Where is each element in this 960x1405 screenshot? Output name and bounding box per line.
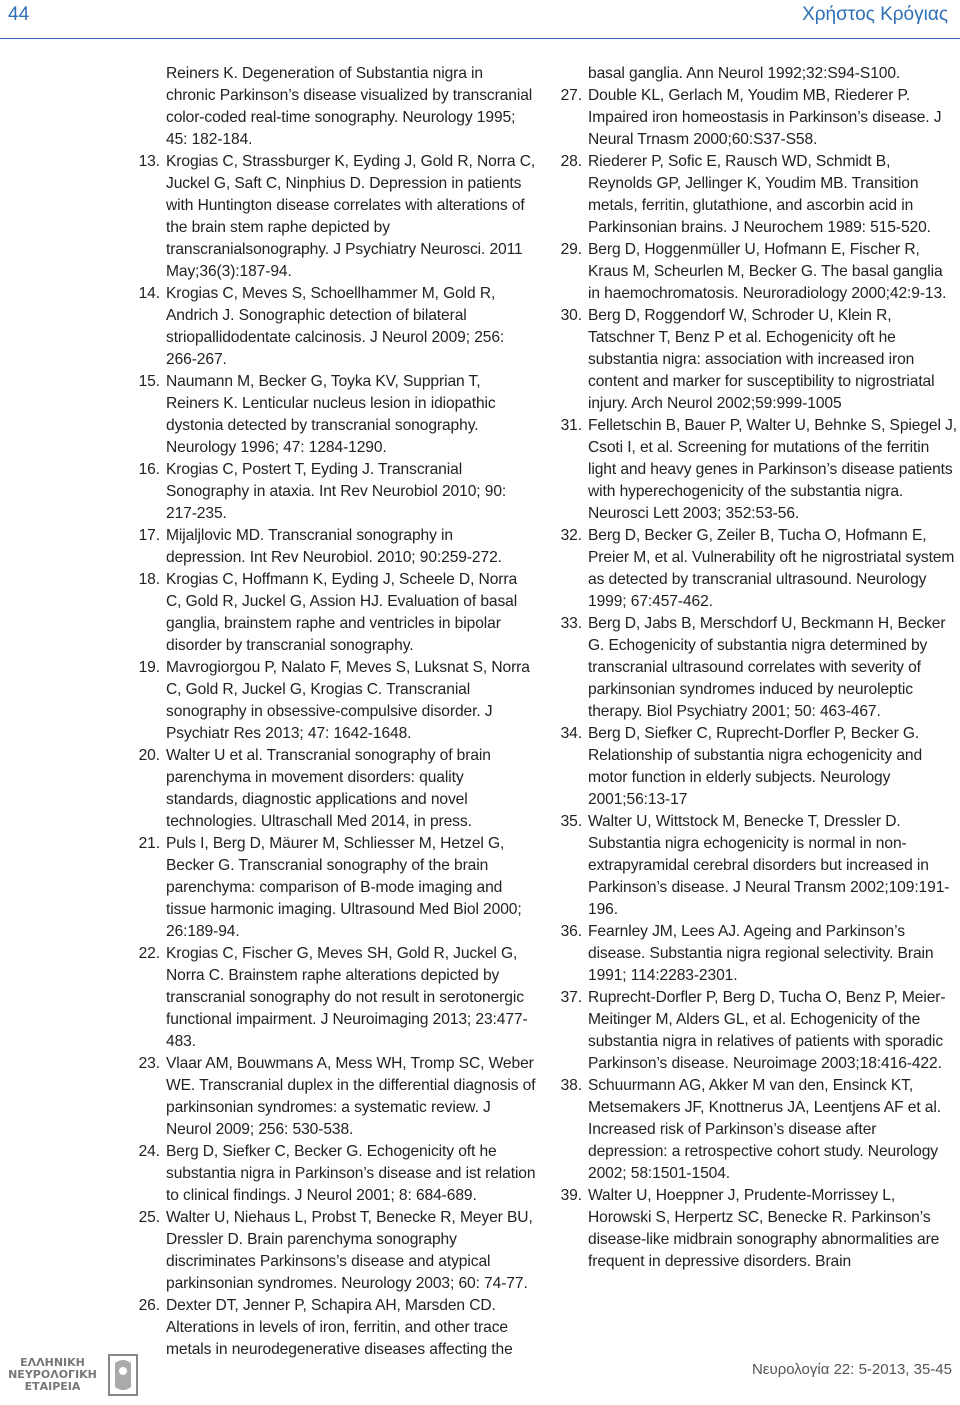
reference-text: Krogias C, Strassburger K, Eyding J, Gold R, Norra C, Juckel G, Saft C, Ninphius D. Depression in patients with Huntington disease correlates with alterations of the brain stem raphe depicted by transcranialsonography. J Psychiatry Neurosci. 2011 May;36(3):187-94. (166, 153, 536, 280)
reference-number: 15. (138, 373, 160, 390)
reference-entry (166, 63, 536, 151)
reference-text: Berg D, Hoggenmüller U, Hofmann E, Fischer R, Kraus M, Scheurlen M, Becker G. The basal ganglia in haemochromatosis. Neuroradiology 2000;42:9-13. (588, 241, 947, 302)
reference-text: Berg D, Siefker C, Becker G. Echogenicity oft he substantia nigra in Parkinson’s disease and ist relation to clinical findings. J Neurol 2001; 8: 684-689. (166, 1143, 536, 1204)
reference-entry (138, 943, 536, 1053)
society-logo-text (0, 1357, 105, 1393)
reference-text: Double KL, Gerlach M, Youdim MB, Riederer P. Impaired iron homeostasis in Parkinson’s disease. J Neural Trnasm 2000;60:S37-S58. (588, 87, 942, 148)
reference-entry (560, 85, 958, 151)
reference-text: Berg D, Jabs B, Merschdorf U, Beckmann H, Becker G. Echogenicity of substantia nigra determined by transcranial ultrasound correlates with severity of parkinsonian syndromes induced by neuroleptic therapy. Biol Psychiatry 2001; 50: 463-467. (588, 615, 946, 720)
reference-entry (138, 371, 536, 459)
reference-number: 28. (560, 153, 582, 170)
reference-number (552, 63, 588, 85)
reference-text: Berg D, Siefker C, Ruprecht-Dorfler P, Becker G. Relationship of substantia nigra echogenicity and motor function in elderly subjects. Neurology 2001;56:13-17 (588, 725, 923, 808)
reference-number: 19. (138, 659, 160, 676)
reference-entry (560, 987, 958, 1075)
reference-text: Krogias C, Hoffmann K, Eyding J, Scheele D, Norra C, Gold R, Juckel G, Assion HJ. Evaluation of basal ganglia, brainstem raphe and ventricles in bipolar disorder by transcranial sonography. (166, 571, 518, 654)
reference-entry (560, 811, 958, 921)
reference-number: 14. (138, 285, 160, 302)
logo-line-2: ΝΕΥΡΟΛΟΓΙΚΗ (8, 1368, 97, 1381)
reference-entry (560, 1185, 958, 1273)
logo-line-3: ΕΤΑΙΡΕΙΑ (24, 1380, 81, 1393)
reference-text: Puls I, Berg D, Mäurer M, Schliesser M, Hetzel G, Becker G. Transcranial sonography of the brain parenchyma: comparison of B-mode imaging and tissue harmonic imaging. Ultrasound Med Biol 2000; 26:189-94. (166, 835, 522, 940)
reference-entry (138, 459, 536, 525)
reference-entry (560, 921, 958, 987)
reference-entry (138, 745, 536, 833)
reference-entry (138, 151, 536, 283)
reference-number: 36. (560, 923, 582, 940)
reference-number: 17. (138, 527, 160, 544)
reference-number: 18. (138, 571, 160, 588)
reference-number: 29. (560, 241, 582, 258)
reference-entry (138, 569, 536, 657)
reference-number: 32. (560, 527, 582, 544)
reference-number: 38. (560, 1077, 582, 1094)
reference-number: 27. (560, 87, 582, 104)
reference-text: Naumann M, Becker G, Toyka KV, Supprian T, Reiners K. Lenticular nucleus lesion in idiopathic dystonia detected by transcranial sonography. Neurology 1996; 47: 1284-1290. (166, 373, 496, 456)
reference-number: 25. (138, 1209, 160, 1226)
references-left-column (138, 63, 536, 1361)
reference-entry (588, 63, 958, 85)
reference-number: 23. (138, 1055, 160, 1072)
running-head-author: Χρήστος Κρόγιας (802, 4, 948, 25)
reference-number: 39. (560, 1187, 582, 1204)
reference-entry (138, 1053, 536, 1141)
reference-text: Schuurmann AG, Akker M van den, Ensinck KT, Metsemakers JF, Knottnerus JA, Leentjens AF et al. Increased risk of Parkinson’s disease after depression: a retrospective cohort study. Neurology 2002; 58:1501-1504. (588, 1077, 941, 1182)
reference-entry (560, 525, 958, 613)
reference-number: 31. (560, 417, 582, 434)
reference-text: Dexter DT, Jenner P, Schapira AH, Marsden CD. Alterations in levels of iron, ferritin, and other trace metals in neurodegenerative diseases affecting the (166, 1297, 513, 1358)
reference-entry (560, 151, 958, 239)
reference-text: Walter U, Wittstock M, Benecke T, Dressler D. Substantia nigra echogenicity is normal in non-extrapyramidal cerebral disorders but increased in Parkinson’s disease. J Neural Transm 2002;109:191-196. (588, 813, 950, 918)
reference-text: Vlaar AM, Bouwmans A, Mess WH, Tromp SC, Weber WE. Transcranial duplex in the differential diagnosis of parkinsonian syndromes: a systematic review. J Neurol 2009; 256: 530-538. (166, 1055, 536, 1138)
reference-text: Krogias C, Fischer G, Meves SH, Gold R, Juckel G, Norra C. Brainstem raphe alterations depicted by transcranial sonography do not result in serotonergic functional impairment. J Neuroimaging 2013; 23:477-483. (166, 945, 528, 1050)
reference-text: Fearnley JM, Lees AJ. Ageing and Parkinson’s disease. Substantia nigra regional selectivity. Brain 1991; 114:2283-2301. (588, 923, 934, 984)
reference-number: 24. (138, 1143, 160, 1160)
reference-text: Ruprecht-Dorfler P, Berg D, Tucha O, Benz P, Meier-Meitinger M, Alders GL, et al. Echogenicity of the substantia nigra in relatives of patients with sporadic Parkinson’s disease. Neuroimage 2003;18:416-422. (588, 989, 946, 1072)
references-right-column (560, 63, 958, 1273)
journal-citation: Νευρολογία 22: 5-2013, 35-45 (751, 1361, 952, 1378)
reference-number: 16. (138, 461, 160, 478)
reference-entry (560, 613, 958, 723)
reference-text: Walter U et al. Transcranial sonography of brain parenchyma in movement disorders: quality standards, diagnostic applications and novel technologies. Ultraschall Med 2014, in press. (166, 747, 491, 830)
reference-number: 33. (560, 615, 582, 632)
reference-number: 26. (138, 1297, 160, 1314)
reference-number: 34. (560, 725, 582, 742)
reference-text: Berg D, Roggendorf W, Schroder U, Klein R, Tatschner T, Benz P et al. Echogenicity oft he substantia nigra: association with increased iron content and marker for susceptibility to nigrostriatal injury. Arch Neurol 2002;59:999-1005 (588, 307, 935, 412)
reference-text: Reiners K. Degeneration of Substantia nigra in chronic Parkinson’s disease visualized by transcranial color-coded real-time sonography. Neurology 1995; 45: 182-184. (166, 65, 533, 148)
reference-number: 21. (138, 835, 160, 852)
reference-number: 20. (138, 747, 160, 764)
reference-entry (560, 723, 958, 811)
reference-entry (560, 415, 958, 525)
reference-entry (138, 1295, 536, 1361)
society-logo (0, 1350, 150, 1400)
reference-text: Riederer P, Sofic E, Rausch WD, Schmidt B, Reynolds GP, Jellinger K, Youdim MB. Transition metals, ferritin, glutathione, and ascorbin acid in Parkinsonian brains. J Neurochem 1989: 515-520. (588, 153, 931, 236)
reference-entry (138, 525, 536, 569)
reference-entry (560, 1075, 958, 1185)
society-emblem-icon (107, 1353, 139, 1397)
reference-entry (560, 239, 958, 305)
reference-text: Krogias C, Meves S, Schoellhammer M, Gold R, Andrich J. Sonographic detection of bilateral striopallidodentate calcinosis. J Neurol 2009; 256: 266-267. (166, 285, 505, 368)
reference-entry (138, 1141, 536, 1207)
reference-number: 22. (138, 945, 160, 962)
reference-text: Felletschin B, Bauer P, Walter U, Behnke S, Spiegel J, Csoti I, et al. Screening for mutations of the ferritin light and heavy genes in Parkinson’s disease patients with hyperechogenicity of the substantia nigra. Neurosci Lett 2003; 352:53-56. (588, 417, 958, 522)
reference-number: 30. (560, 307, 582, 324)
reference-entry (138, 833, 536, 943)
reference-text: Mavrogiorgou P, Nalato F, Meves S, Luksnat S, Norra C, Gold R, Juckel G, Krogias C. Transcranial sonography in obsessive-compulsive disorder. J Psychiatr Res 2013; 47: 1642-1648. (166, 659, 530, 742)
reference-text: Walter U, Hoeppner J, Prudente-Morrissey L, Horowski S, Herpertz SC, Benecke R. Parkinson’s disease-like midbrain sonography abnormalities are frequent in depressive disorders. Brain (588, 1187, 940, 1270)
page-header (0, 0, 960, 39)
reference-text: Krogias C, Postert T, Eyding J. Transcranial Sonography in ataxia. Int Rev Neurobiol 2010; 90: 217-235. (166, 461, 507, 522)
reference-entry (138, 1207, 536, 1295)
reference-entry (138, 657, 536, 745)
reference-text: Walter U, Niehaus L, Probst T, Benecke R, Meyer BU, Dressler D. Brain parenchyma sonography discriminates Parkinsons’s disease and atypical parkinsonian syndromes. Neurology 2003; 60: 74-77. (166, 1209, 533, 1292)
reference-text: basal ganglia. Ann Neurol 1992;32:S94-S100. (588, 65, 901, 82)
reference-entry (138, 283, 536, 371)
reference-text: Mijaljlovic MD. Transcranial sonography in depression. Int Rev Neurobiol. 2010; 90:259-272. (166, 527, 502, 566)
reference-text: Berg D, Becker G, Zeiler B, Tucha O, Hofmann E, Preier M, et al. Vulnerability oft he nigrostriatal system as detected by transcranial ultrasound. Neurology 1999; 67:457-462. (588, 527, 955, 610)
logo-line-1: ΕΛΛΗΝΙΚΗ (20, 1356, 85, 1369)
page-number: 44 (8, 4, 30, 25)
reference-number (130, 63, 166, 151)
reference-number: 37. (560, 989, 582, 1006)
reference-number: 13. (138, 153, 160, 170)
reference-entry (560, 305, 958, 415)
reference-number: 35. (560, 813, 582, 830)
